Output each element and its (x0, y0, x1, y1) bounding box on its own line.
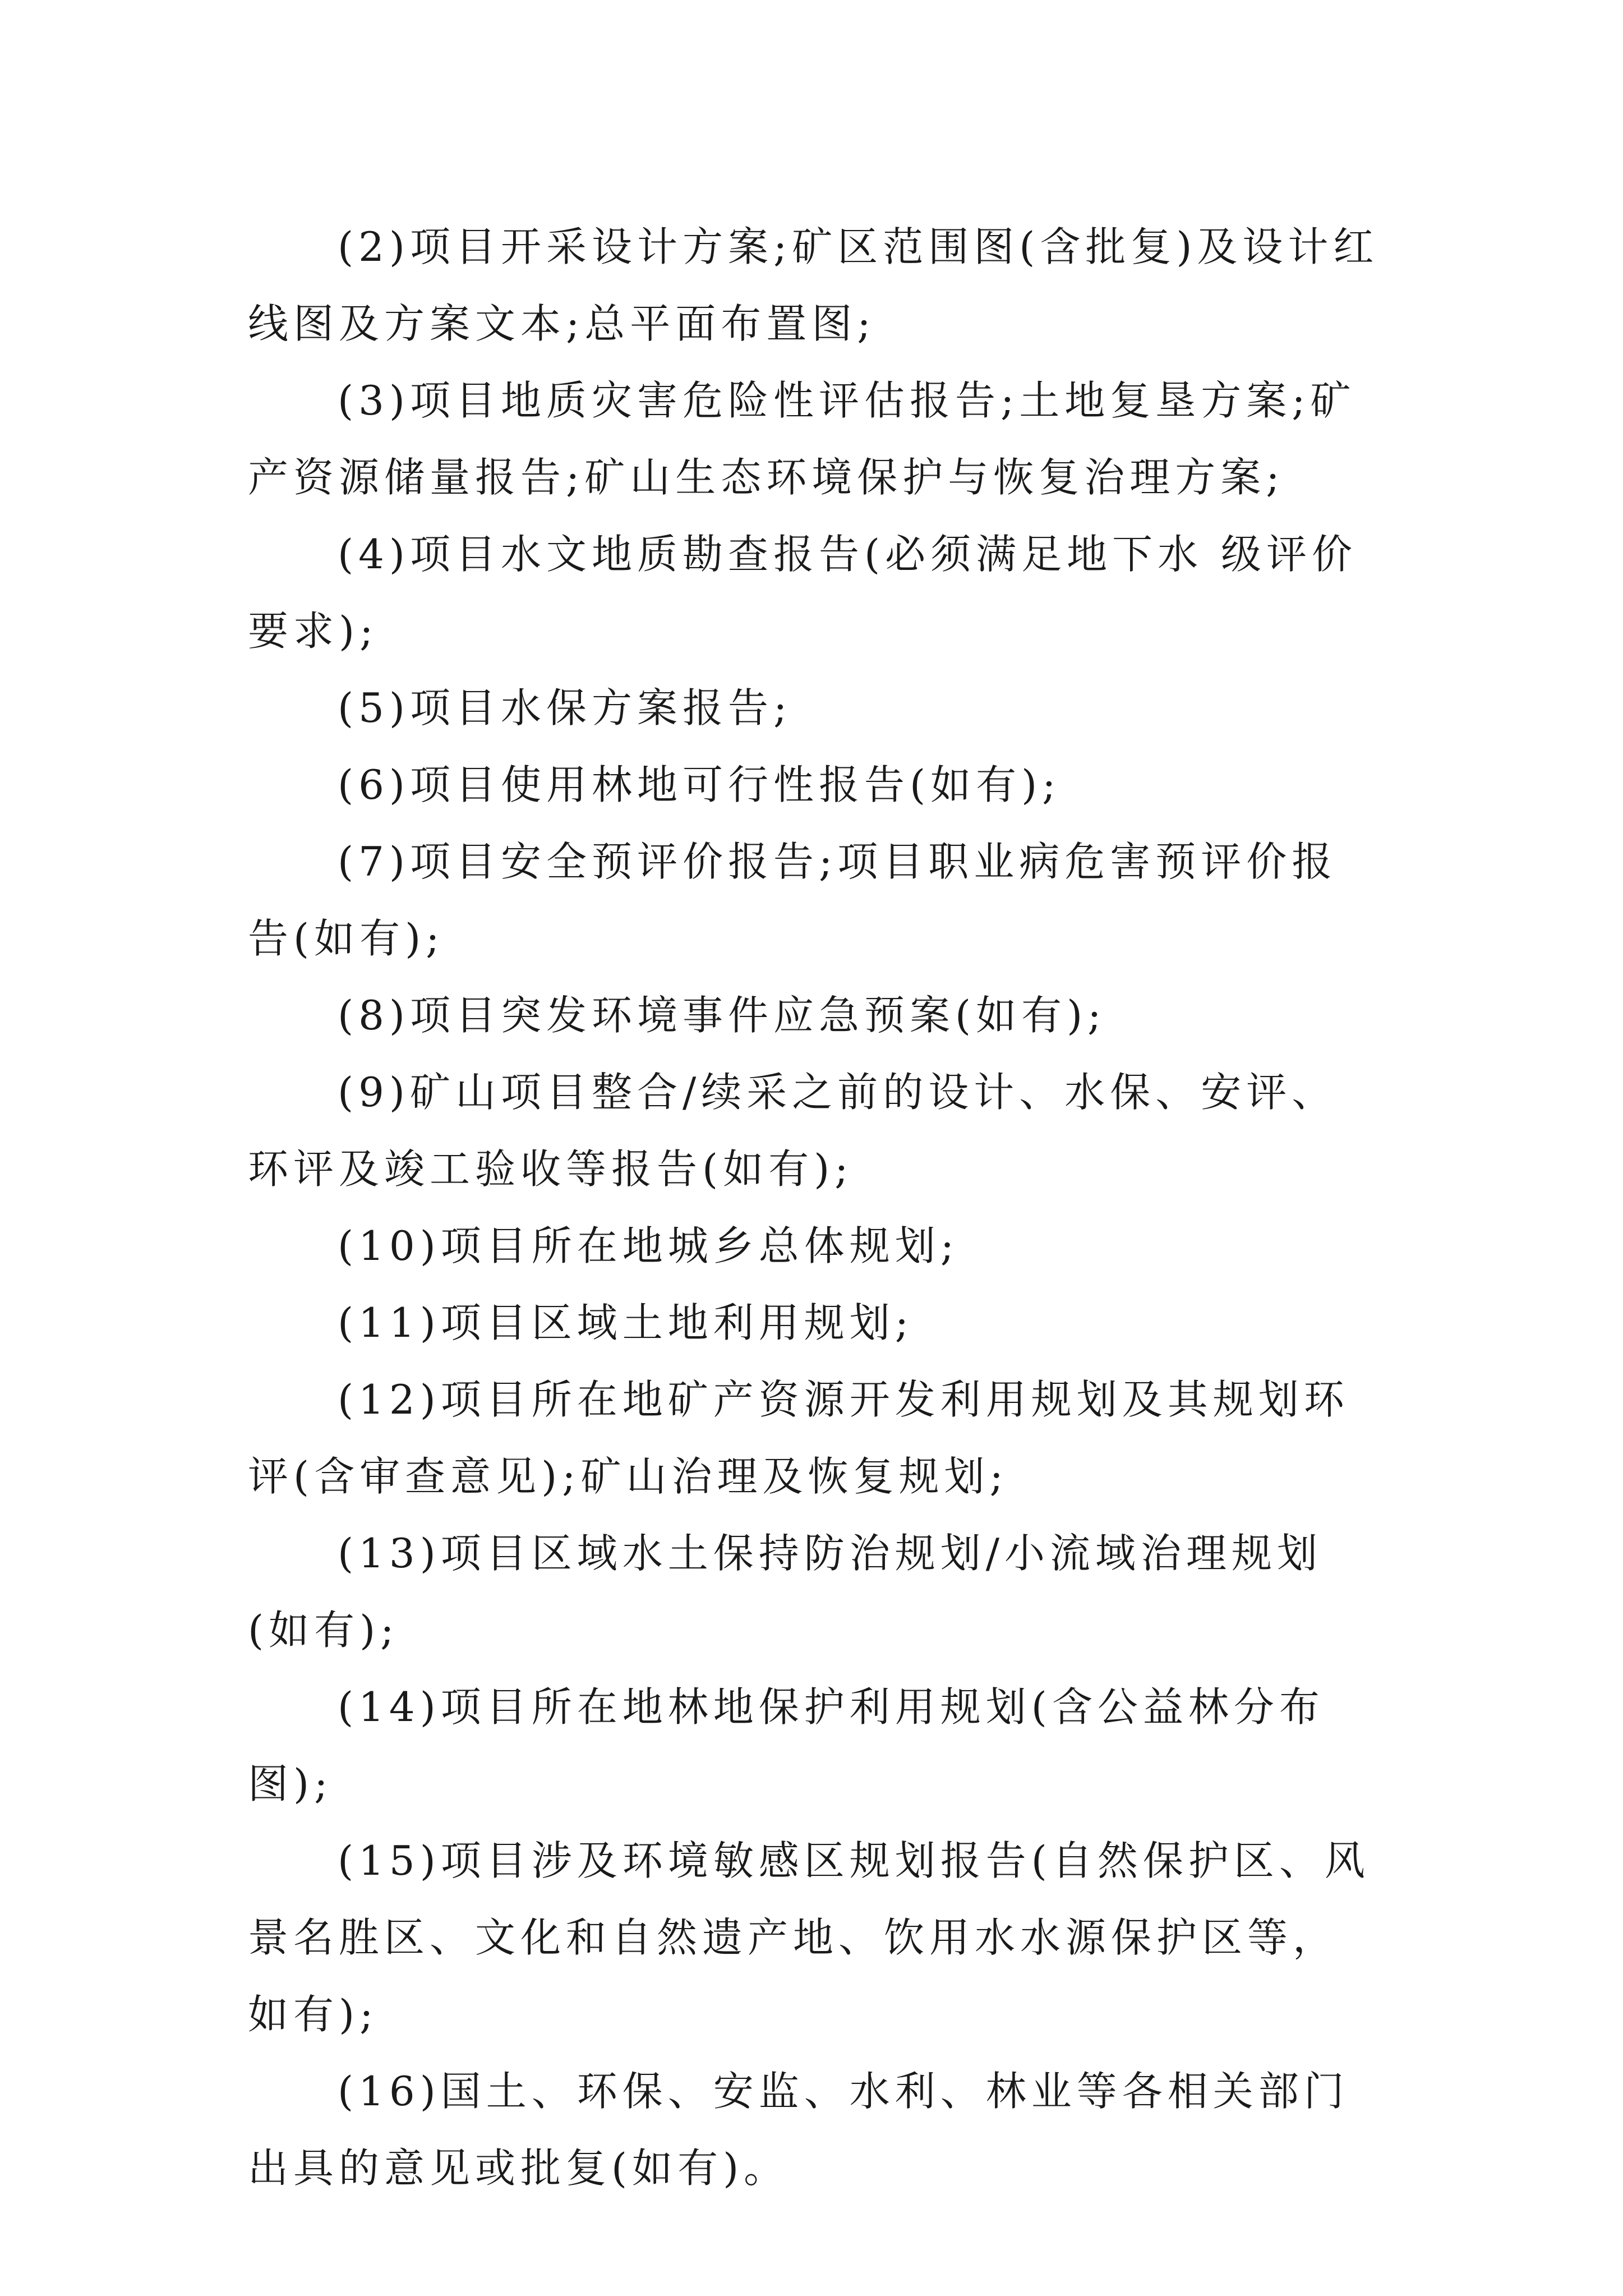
list-item: (4)项目水文地质勘查报告(必须满足地下水 级评价要求); (248, 531, 1357, 655)
list-item: (6)项目使用林地可行性报告(如有); (338, 761, 1061, 808)
document-body (248, 209, 1381, 2207)
list-item: (16)国土、环保、安监、水利、林业等各相关部门出具的意见或批复(如有)。 (248, 2068, 1349, 2192)
list-item: (10)项目所在地城乡总体规划; (338, 1222, 960, 1269)
list-item: (3)项目地质灾害危险性评估报告;土地复垦方案;矿产资源储量报告;矿山生态环境保护与恢复治理方案; (248, 377, 1356, 501)
list-item: (5)项目水保方案报告; (338, 684, 792, 731)
list-item: (14)项目所在地林地保护利用规划(含公益林分布图); (248, 1683, 1325, 1807)
list-item: (12)项目所在地矿产资源开发利用规划及其规划环评(含审查意见);矿山治理及恢复规划; (248, 1376, 1349, 1500)
list-item: (8)项目突发环境事件应急预案(如有); (338, 992, 1106, 1039)
list-item: (2)项目开采设计方案;矿区范围图(含批复)及设计红线图及方案文本;总平面布置图; (248, 223, 1379, 347)
list-item: (15)项目涉及环境敏感区规划报告(自然保护区、风景名胜区、文化和自然遗产地、饮用水水源保护区等，如有); (248, 1837, 1370, 2038)
list-item: (11)项目区域土地利用规划; (338, 1299, 914, 1346)
list-item: (9)矿山项目整合/续采之前的设计、水保、安评、环评及竣工验收等报告(如有); (248, 1069, 1338, 1193)
list-item: (7)项目安全预评价报告;项目职业病危害预评价报告(如有); (248, 838, 1338, 962)
list-item: (13)项目区域水土保持防治规划/小流域治理规划(如有); (248, 1530, 1323, 1654)
